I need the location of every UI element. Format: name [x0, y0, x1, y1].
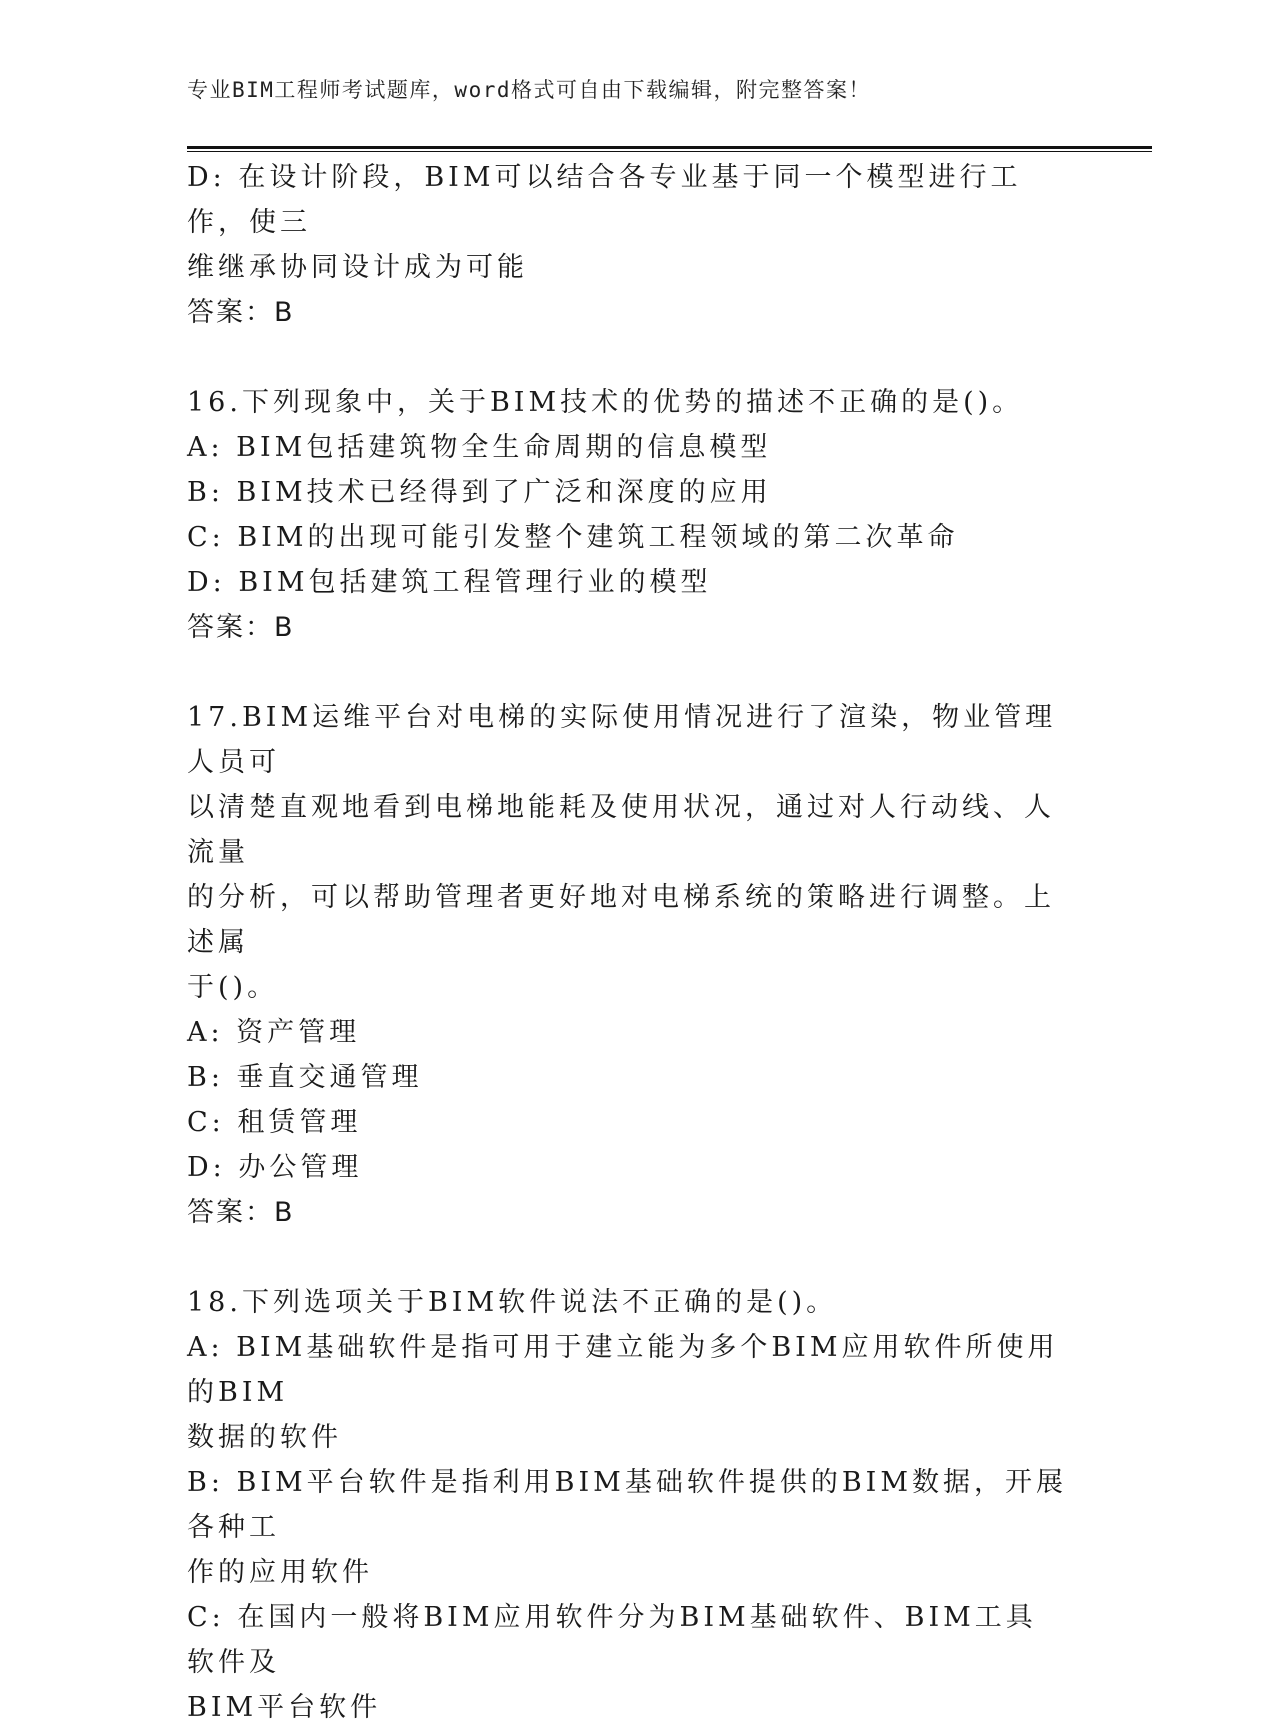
header-rule-thick — [187, 146, 1152, 149]
q17-option-b: B: 垂直交通管理 — [187, 1062, 423, 1093]
page-header: 专业BIM工程师考试题库，word格式可自由下载编辑，附完整答案！ — [187, 78, 871, 102]
q16-option-c: C: BIM的出现可能引发整个建筑工程领域的第二次革命 — [187, 522, 959, 553]
question-18-text: 18.下列选项关于BIM软件说法不正确的是()。 — [187, 1287, 838, 1318]
header-rule-thin — [187, 151, 1152, 152]
q18-option-c-line: BIM平台软件 — [187, 1692, 382, 1723]
document-body — [187, 155, 1067, 1730]
question-17-line: 以清楚直观地看到电梯地能耗及使用状况，通过对人行动线、人流量 — [187, 792, 1055, 868]
q16-option-a: A: BIM包括建筑物全生命周期的信息模型 — [187, 432, 772, 463]
question-16-text: 16.下列现象中，关于BIM技术的优势的描述不正确的是()。 — [187, 387, 1024, 418]
question-17-line: 的分析，可以帮助管理者更好地对电梯系统的策略进行调整。上述属 — [187, 882, 1055, 958]
q17-option-d: D: 办公管理 — [187, 1152, 363, 1183]
q16-option-b: B: BIM技术已经得到了广泛和深度的应用 — [187, 477, 772, 508]
option-d-line: D: 在设计阶段，BIM可以结合各专业基于同一个模型进行工作，使三 — [187, 162, 1022, 238]
question-17-line: 17.BIM运维平台对电梯的实际使用情况进行了渲染，物业管理人员可 — [187, 702, 1057, 778]
q18-option-b-line: B: BIM平台软件是指利用BIM基础软件提供的BIM数据，开展各种工 — [187, 1467, 1067, 1543]
option-d-line: 维继承协同设计成为可能 — [187, 252, 528, 283]
answer-label: 答案：B — [187, 612, 295, 643]
q18-option-a-line: A: BIM基础软件是指可用于建立能为多个BIM应用软件所使用的BIM — [187, 1332, 1059, 1408]
q16-option-d: D: BIM包括建筑工程管理行业的模型 — [187, 567, 712, 598]
q18-option-c-line: C: 在国内一般将BIM应用软件分为BIM基础软件、BIM工具软件及 — [187, 1602, 1037, 1678]
spacer — [187, 1235, 1067, 1280]
answer-label: 答案：B — [187, 1197, 295, 1228]
q17-option-c: C: 租赁管理 — [187, 1107, 362, 1138]
spacer — [187, 650, 1067, 695]
q18-option-b-line: 作的应用软件 — [187, 1557, 373, 1588]
spacer — [187, 335, 1067, 380]
q17-option-a: A: 资产管理 — [187, 1017, 361, 1048]
question-17-line: 于()。 — [187, 972, 279, 1003]
q18-option-a-line: 数据的软件 — [187, 1422, 342, 1453]
answer-label: 答案：B — [187, 297, 295, 328]
